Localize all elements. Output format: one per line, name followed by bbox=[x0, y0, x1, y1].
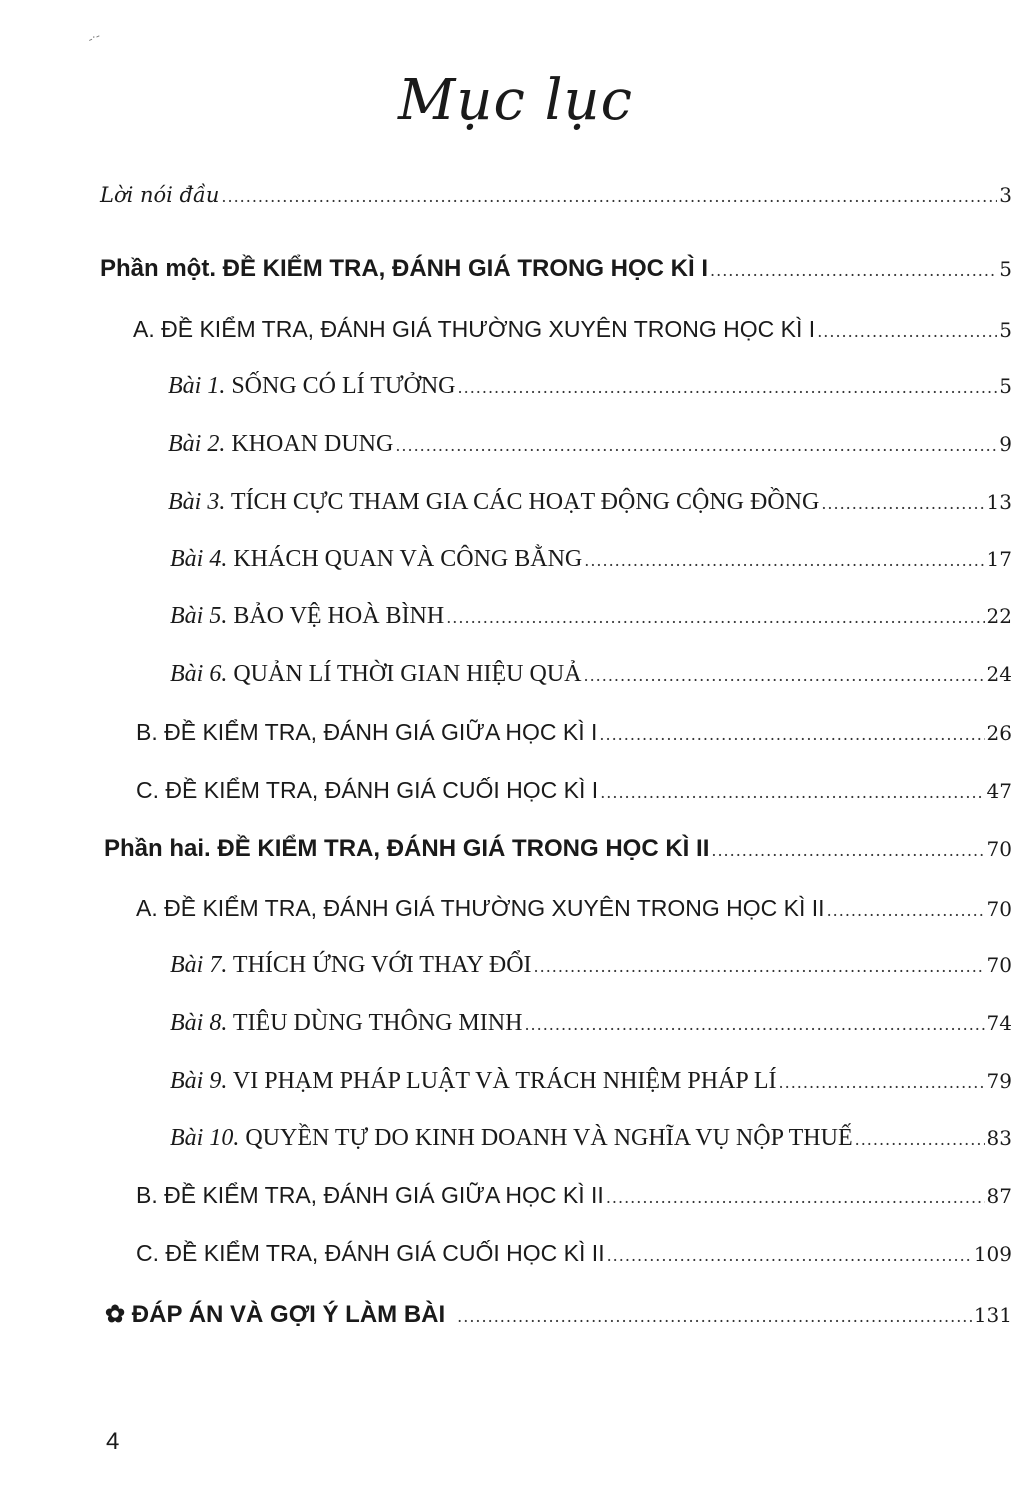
toc-entry bbox=[170, 1068, 1012, 1102]
lesson-title: QUYỀN TỰ DO KINH DOANH VÀ NGHĨA VỤ NỘP THUẾ bbox=[245, 1125, 853, 1151]
toc-entry-title bbox=[170, 603, 444, 630]
dot-leader bbox=[855, 1130, 985, 1149]
lesson-label: Bài 4. bbox=[170, 546, 228, 572]
page-ref: 70 bbox=[986, 953, 1012, 977]
toc-entry-title bbox=[170, 1125, 853, 1152]
lesson-title: KHÁCH QUAN VÀ CÔNG BẰNG bbox=[233, 546, 583, 572]
toc-entry-title bbox=[168, 373, 456, 400]
dot-leader bbox=[817, 322, 997, 341]
page-ref: 17 bbox=[986, 547, 1012, 571]
toc-entry-title: Phần một. ĐỀ KIỂM TRA, ĐÁNH GIÁ TRONG HỌC KÌ I bbox=[100, 255, 709, 282]
toc-entry-title: C. ĐỀ KIỂM TRA, ĐÁNH GIÁ CUỐI HỌC KÌ II bbox=[136, 1240, 605, 1266]
toc-entry bbox=[133, 316, 1012, 350]
lesson-title: VI PHẠM PHÁP LUẬT VÀ TRÁCH NHIỆM PHÁP LÍ bbox=[232, 1068, 777, 1094]
page-ref: 87 bbox=[986, 1184, 1012, 1208]
toc-entry-title: Phần hai. ĐỀ KIỂM TRA, ĐÁNH GIÁ TRONG HỌC KÌ II bbox=[104, 835, 710, 862]
toc-entry bbox=[170, 952, 1012, 986]
page-ref: 5 bbox=[999, 374, 1012, 398]
flower-icon: ✿ bbox=[105, 1301, 126, 1328]
toc-entry bbox=[168, 431, 1012, 465]
toc-entry-title: A. ĐỀ KIỂM TRA, ĐÁNH GIÁ THƯỜNG XUYÊN TRONG HỌC KÌ II bbox=[136, 895, 825, 921]
toc-entry bbox=[170, 546, 1012, 580]
toc-entry bbox=[136, 1182, 1012, 1216]
toc-entry-title: Lời nói đầu bbox=[100, 183, 220, 207]
dot-leader bbox=[458, 378, 998, 397]
toc-entry-title bbox=[105, 1300, 445, 1329]
lesson-label: Bài 9. bbox=[170, 1068, 228, 1094]
page-ref: 70 bbox=[986, 897, 1012, 921]
lesson-title: TIÊU DÙNG THÔNG MINH bbox=[232, 1010, 523, 1036]
dot-leader bbox=[599, 725, 984, 744]
lesson-label: Bài 8. bbox=[170, 1010, 228, 1036]
lesson-label: Bài 5. bbox=[170, 603, 228, 629]
toc-entry bbox=[136, 719, 1012, 753]
toc-entry-title bbox=[170, 546, 582, 573]
dot-leader bbox=[711, 841, 984, 860]
lesson-title: TÍCH CỰC THAM GIA CÁC HOẠT ĐỘNG CỘNG ĐỒNG bbox=[230, 489, 820, 515]
toc-entry bbox=[136, 895, 1012, 929]
dot-leader bbox=[395, 436, 997, 455]
toc-entry bbox=[168, 489, 1012, 523]
dot-leader bbox=[827, 901, 985, 920]
dot-leader bbox=[710, 261, 997, 280]
dot-leader bbox=[446, 608, 984, 627]
lesson-title: QUẢN LÍ THỜI GIAN HIỆU QUẢ bbox=[233, 661, 582, 687]
dot-leader bbox=[600, 783, 984, 802]
toc-entry-title bbox=[170, 952, 532, 979]
toc-entry bbox=[104, 835, 1012, 869]
toc-entry-title bbox=[168, 489, 819, 516]
page-ref: 109 bbox=[973, 1242, 1012, 1266]
page-ref: 5 bbox=[999, 318, 1012, 342]
page-ref: 3 bbox=[999, 183, 1012, 207]
page-number: 4 bbox=[106, 1428, 120, 1455]
lesson-title: SỐNG CÓ LÍ TƯỞNG bbox=[231, 373, 456, 399]
dot-leader bbox=[524, 1015, 984, 1034]
dot-leader bbox=[457, 1307, 972, 1326]
dot-leader bbox=[607, 1246, 972, 1265]
toc-entry-title: A. ĐỀ KIỂM TRA, ĐÁNH GIÁ THƯỜNG XUYÊN TRONG HỌC KÌ I bbox=[133, 316, 816, 342]
scan-mark: -·- bbox=[85, 28, 103, 46]
toc-entry bbox=[100, 183, 1012, 217]
toc-entry-title bbox=[170, 1068, 777, 1095]
toc-entry-title bbox=[168, 431, 393, 458]
page-ref: 5 bbox=[999, 257, 1012, 281]
page-title: Mục lục bbox=[398, 68, 633, 133]
toc-entry bbox=[170, 1010, 1012, 1044]
answers-title: ĐÁP ÁN VÀ GỢI Ý LÀM BÀI bbox=[131, 1301, 446, 1328]
toc-entry bbox=[170, 661, 1012, 695]
lesson-title: THÍCH ỨNG VỚI THAY ĐỔI bbox=[232, 952, 532, 978]
toc-entry bbox=[105, 1300, 1012, 1334]
lesson-label: Bài 1. bbox=[168, 373, 226, 399]
lesson-label: Bài 7. bbox=[170, 952, 228, 978]
toc-entry-title: C. ĐỀ KIỂM TRA, ĐÁNH GIÁ CUỐI HỌC KÌ I bbox=[136, 777, 599, 803]
page-ref: 22 bbox=[986, 604, 1012, 628]
page-ref: 83 bbox=[986, 1126, 1012, 1150]
toc-entry-title: B. ĐỀ KIỂM TRA, ĐÁNH GIÁ GIỮA HỌC KÌ II bbox=[136, 1182, 604, 1208]
dot-leader bbox=[606, 1188, 985, 1207]
dot-leader bbox=[779, 1073, 985, 1092]
lesson-label: Bài 3. bbox=[168, 489, 226, 515]
lesson-label: Bài 10. bbox=[170, 1125, 240, 1151]
lesson-label: Bài 6. bbox=[170, 661, 228, 687]
toc-entry bbox=[100, 255, 1012, 289]
toc-entry bbox=[170, 1125, 1012, 1159]
dot-leader bbox=[584, 666, 985, 685]
toc-entry-title bbox=[170, 1010, 522, 1037]
toc-entry-title bbox=[170, 661, 582, 688]
dot-leader bbox=[584, 551, 984, 570]
page-ref: 13 bbox=[986, 490, 1012, 514]
toc-entry bbox=[136, 777, 1012, 811]
lesson-label: Bài 2. bbox=[168, 431, 226, 457]
page-ref: 79 bbox=[986, 1069, 1012, 1093]
dot-leader bbox=[821, 494, 984, 513]
page-ref: 24 bbox=[986, 662, 1012, 686]
dot-leader bbox=[534, 957, 985, 976]
toc-entry bbox=[168, 373, 1012, 407]
page-ref: 70 bbox=[986, 837, 1012, 861]
page-ref: 131 bbox=[973, 1303, 1012, 1327]
toc-entry bbox=[136, 1240, 1012, 1274]
page-ref: 74 bbox=[986, 1011, 1012, 1035]
page-ref: 47 bbox=[986, 779, 1012, 803]
page-ref: 9 bbox=[999, 432, 1012, 456]
toc-entry bbox=[170, 603, 1012, 637]
page-ref: 26 bbox=[986, 721, 1012, 745]
lesson-title: BẢO VỆ HOÀ BÌNH bbox=[233, 603, 445, 629]
lesson-title: KHOAN DUNG bbox=[231, 431, 394, 457]
toc-entry-title: B. ĐỀ KIỂM TRA, ĐÁNH GIÁ GIỮA HỌC KÌ I bbox=[136, 719, 598, 745]
dot-leader bbox=[221, 187, 997, 206]
